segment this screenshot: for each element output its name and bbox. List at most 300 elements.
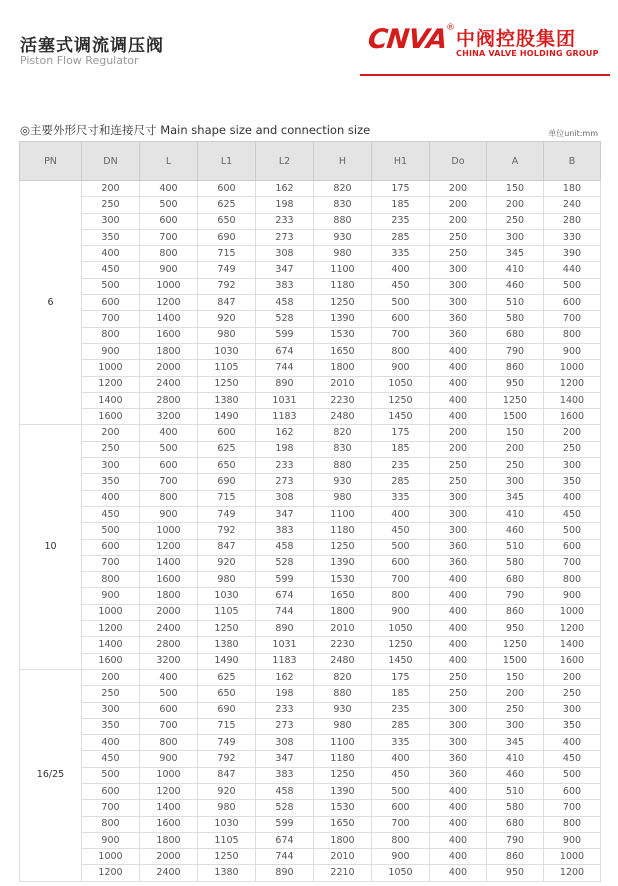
table-cell: 1650 [314, 816, 372, 832]
table-cell: 800 [140, 490, 198, 506]
table-cell: 308 [256, 490, 314, 506]
table-cell: 300 [430, 278, 487, 294]
table-cell: 580 [487, 555, 544, 571]
table-cell: 175 [372, 181, 430, 197]
table-cell: 440 [544, 262, 601, 278]
table-cell: 300 [430, 295, 487, 311]
table-cell: 250 [487, 458, 544, 474]
table-cell: 900 [82, 832, 140, 848]
table-row [20, 181, 601, 197]
table-cell: 1200 [544, 865, 601, 881]
table-cell: 250 [544, 441, 601, 457]
column-header: H1 [372, 142, 430, 181]
table-cell: 2480 [314, 409, 372, 425]
table-cell: 744 [256, 849, 314, 865]
section-title: ◎主要外形尺寸和连接尺寸 Main shape size and connection size [20, 123, 371, 137]
table-cell: 1530 [314, 327, 372, 343]
table-cell: 510 [487, 539, 544, 555]
table-cell: 400 [430, 783, 487, 799]
table-cell: 599 [256, 816, 314, 832]
table-cell: 450 [544, 751, 601, 767]
table-cell: 350 [82, 474, 140, 490]
table-row [20, 865, 601, 881]
table-cell: 1250 [487, 637, 544, 653]
table-cell: 1200 [140, 539, 198, 555]
table-cell: 273 [256, 718, 314, 734]
table-cell: 450 [372, 767, 430, 783]
table-cell: 715 [198, 490, 256, 506]
table-cell: 2010 [314, 849, 372, 865]
table-cell: 1050 [372, 865, 430, 881]
table-cell: 200 [430, 425, 487, 441]
table-cell: 700 [82, 555, 140, 571]
table-cell: 1250 [314, 767, 372, 783]
table-cell: 950 [487, 376, 544, 392]
table-cell: 500 [544, 523, 601, 539]
column-header: H [314, 142, 372, 181]
table-cell: 360 [430, 751, 487, 767]
table-cell: 700 [140, 229, 198, 245]
table-row [20, 197, 601, 213]
table-row [20, 718, 601, 734]
table-cell: 235 [372, 458, 430, 474]
table-cell: 400 [544, 735, 601, 751]
table-cell: 800 [140, 735, 198, 751]
table-cell: 500 [140, 197, 198, 213]
page-subtitle: Piston Flow Regulator [20, 54, 139, 67]
table-cell: 1000 [140, 523, 198, 539]
table-cell: 250 [430, 246, 487, 262]
table-cell: 1650 [314, 343, 372, 359]
table-cell: 1400 [544, 637, 601, 653]
table-cell: 200 [82, 425, 140, 441]
table-cell: 600 [372, 800, 430, 816]
table-cell: 2800 [140, 392, 198, 408]
table-cell: 700 [82, 311, 140, 327]
table-cell: 300 [487, 474, 544, 490]
table-cell: 1105 [198, 604, 256, 620]
table-cell: 360 [430, 311, 487, 327]
table-header-row [20, 142, 601, 181]
table-cell: 1000 [82, 360, 140, 376]
table-cell: 1530 [314, 800, 372, 816]
table-cell: 300 [430, 506, 487, 522]
table-cell: 233 [256, 458, 314, 474]
table-cell: 600 [544, 295, 601, 311]
table-cell: 300 [487, 718, 544, 734]
unit-label: 单位unit:mm [548, 129, 598, 138]
table-cell: 1180 [314, 751, 372, 767]
table-cell: 900 [82, 343, 140, 359]
table-cell: 700 [372, 327, 430, 343]
table-cell: 830 [314, 441, 372, 457]
table-cell: 360 [430, 767, 487, 783]
table-cell: 1000 [82, 849, 140, 865]
table-cell: 1200 [544, 376, 601, 392]
table-cell: 900 [372, 604, 430, 620]
table-cell: 800 [82, 816, 140, 832]
table-row [20, 262, 601, 278]
table-cell: 300 [430, 702, 487, 718]
table-cell: 2210 [314, 865, 372, 881]
table-cell: 700 [544, 311, 601, 327]
table-cell: 800 [372, 588, 430, 604]
table-cell: 400 [430, 572, 487, 588]
header-divider [360, 74, 610, 76]
table-cell: 1400 [140, 311, 198, 327]
column-header: Do [430, 142, 487, 181]
table-row [20, 490, 601, 506]
table-cell: 500 [372, 539, 430, 555]
table-cell: 820 [314, 425, 372, 441]
table-cell: 233 [256, 213, 314, 229]
table-cell: 625 [198, 441, 256, 457]
table-cell: 1400 [140, 555, 198, 571]
table-cell: 1800 [140, 588, 198, 604]
table-row [20, 409, 601, 425]
table-cell: 390 [544, 246, 601, 262]
table-cell: 715 [198, 246, 256, 262]
table-cell: 600 [140, 458, 198, 474]
table-cell: 1000 [82, 604, 140, 620]
column-header: PN [20, 142, 82, 181]
table-cell: 650 [198, 458, 256, 474]
table-cell: 460 [487, 523, 544, 539]
table-cell: 800 [372, 832, 430, 848]
table-cell: 200 [430, 441, 487, 457]
table-cell: 900 [372, 849, 430, 865]
table-cell: 860 [487, 360, 544, 376]
table-cell: 345 [487, 735, 544, 751]
table-row [20, 735, 601, 751]
table-cell: 1031 [256, 637, 314, 653]
table-cell: 200 [487, 686, 544, 702]
table-cell: 900 [140, 751, 198, 767]
table-cell: 180 [544, 181, 601, 197]
table-cell: 890 [256, 621, 314, 637]
table-row [20, 637, 601, 653]
table-cell: 285 [372, 474, 430, 490]
table-cell: 2000 [140, 849, 198, 865]
table-cell: 1000 [544, 360, 601, 376]
table-cell: 235 [372, 213, 430, 229]
table-cell: 1600 [140, 327, 198, 343]
table-cell: 600 [82, 295, 140, 311]
table-cell: 1400 [544, 392, 601, 408]
table-cell: 700 [140, 474, 198, 490]
table-cell: 1530 [314, 572, 372, 588]
table-cell: 700 [372, 572, 430, 588]
table-cell: 3200 [140, 653, 198, 669]
table-row [20, 343, 601, 359]
table-cell: 980 [198, 800, 256, 816]
table-cell: 1490 [198, 653, 256, 669]
table-cell: 1100 [314, 506, 372, 522]
table-cell: 2480 [314, 653, 372, 669]
table-cell: 185 [372, 686, 430, 702]
table-cell: 930 [314, 229, 372, 245]
table-cell: 285 [372, 229, 430, 245]
table-cell: 175 [372, 669, 430, 685]
table-cell: 400 [82, 246, 140, 262]
table-cell: 860 [487, 604, 544, 620]
table-cell: 1800 [140, 343, 198, 359]
table-row [20, 392, 601, 408]
logo-company-name-cn: 中阀控股集团 [456, 28, 577, 50]
table-cell: 1180 [314, 523, 372, 539]
table-cell: 1200 [82, 621, 140, 637]
table-cell: 150 [487, 425, 544, 441]
table-row [20, 588, 601, 604]
table-cell: 500 [372, 783, 430, 799]
table-cell: 1600 [82, 653, 140, 669]
table-row [20, 783, 601, 799]
table-cell: 198 [256, 197, 314, 213]
table-cell: 900 [140, 262, 198, 278]
table-cell: 1800 [140, 832, 198, 848]
table-cell: 800 [82, 572, 140, 588]
table-cell: 1250 [198, 376, 256, 392]
table-cell: 600 [82, 539, 140, 555]
table-cell: 400 [430, 637, 487, 653]
table-cell: 3200 [140, 409, 198, 425]
table-cell: 335 [372, 735, 430, 751]
table-row [20, 474, 601, 490]
table-cell: 800 [544, 816, 601, 832]
table-cell: 335 [372, 490, 430, 506]
table-cell: 700 [544, 555, 601, 571]
table-cell: 162 [256, 425, 314, 441]
table-cell: 200 [82, 181, 140, 197]
table-cell: 400 [430, 865, 487, 881]
table-cell: 528 [256, 555, 314, 571]
table-row [20, 246, 601, 262]
table-cell: 500 [372, 295, 430, 311]
table-cell: 930 [314, 702, 372, 718]
table-cell: 500 [544, 767, 601, 783]
table-cell: 500 [140, 441, 198, 457]
table-cell: 1000 [544, 849, 601, 865]
table-cell: 625 [198, 197, 256, 213]
table-cell: 1000 [544, 604, 601, 620]
table-cell: 460 [487, 278, 544, 294]
table-cell: 1200 [82, 376, 140, 392]
table-cell: 300 [430, 735, 487, 751]
table-row [20, 278, 601, 294]
table-cell: 235 [372, 702, 430, 718]
table-cell: 500 [140, 686, 198, 702]
table-row [20, 458, 601, 474]
table-cell: 800 [372, 343, 430, 359]
table-cell: 400 [430, 653, 487, 669]
table-cell: 890 [256, 376, 314, 392]
table-cell: 300 [430, 523, 487, 539]
table-cell: 790 [487, 588, 544, 604]
table-cell: 1200 [544, 621, 601, 637]
table-cell: 250 [82, 686, 140, 702]
table-cell: 400 [430, 621, 487, 637]
table-cell: 400 [430, 816, 487, 832]
table-cell: 250 [430, 669, 487, 685]
table-cell: 980 [198, 327, 256, 343]
table-cell: 600 [372, 555, 430, 571]
table-cell: 300 [82, 213, 140, 229]
table-cell: 1250 [487, 392, 544, 408]
table-cell: 1800 [314, 604, 372, 620]
table-cell: 744 [256, 604, 314, 620]
table-cell: 350 [544, 474, 601, 490]
table-cell: 250 [82, 197, 140, 213]
table-cell: 1200 [82, 865, 140, 881]
table-cell: 820 [314, 181, 372, 197]
table-row [20, 832, 601, 848]
table-cell: 600 [140, 702, 198, 718]
table-cell: 680 [487, 572, 544, 588]
table-cell: 185 [372, 441, 430, 457]
table-cell: 185 [372, 197, 430, 213]
table-cell: 1490 [198, 409, 256, 425]
table-cell: 1380 [198, 392, 256, 408]
table-cell: 1030 [198, 343, 256, 359]
table-row [20, 751, 601, 767]
table-row [20, 669, 601, 685]
table-cell: 400 [430, 588, 487, 604]
table-cell: 880 [314, 458, 372, 474]
table-cell: 285 [372, 718, 430, 734]
table-row [20, 425, 601, 441]
table-cell: 347 [256, 751, 314, 767]
table-cell: 599 [256, 327, 314, 343]
table-cell: 890 [256, 865, 314, 881]
table-cell: 233 [256, 702, 314, 718]
table-row [20, 849, 601, 865]
table-cell: 510 [487, 295, 544, 311]
table-cell: 350 [82, 718, 140, 734]
table-cell: 625 [198, 669, 256, 685]
table-cell: 400 [430, 392, 487, 408]
table-cell: 900 [544, 343, 601, 359]
table-cell: 458 [256, 295, 314, 311]
table-cell: 847 [198, 295, 256, 311]
table-cell: 400 [430, 343, 487, 359]
table-cell: 1600 [544, 653, 601, 669]
table-cell: 950 [487, 865, 544, 881]
table-cell: 400 [82, 490, 140, 506]
table-cell: 500 [82, 278, 140, 294]
table-cell: 1600 [140, 816, 198, 832]
table-cell: 792 [198, 523, 256, 539]
table-cell: 528 [256, 311, 314, 327]
table-cell: 345 [487, 246, 544, 262]
table-cell: 1200 [140, 783, 198, 799]
table-cell: 847 [198, 539, 256, 555]
table-cell: 273 [256, 474, 314, 490]
table-cell: 162 [256, 181, 314, 197]
table-cell: 650 [198, 213, 256, 229]
table-cell: 200 [487, 441, 544, 457]
table-cell: 400 [140, 425, 198, 441]
table-cell: 198 [256, 441, 314, 457]
table-cell: 150 [487, 181, 544, 197]
table-cell: 1650 [314, 588, 372, 604]
table-cell: 600 [82, 783, 140, 799]
table-cell: 450 [372, 523, 430, 539]
table-cell: 200 [487, 197, 544, 213]
table-cell: 749 [198, 735, 256, 751]
table-row [20, 621, 601, 637]
table-row [20, 702, 601, 718]
table-cell: 330 [544, 229, 601, 245]
table-cell: 400 [430, 832, 487, 848]
table-row [20, 816, 601, 832]
table-row [20, 653, 601, 669]
table-cell: 1800 [314, 832, 372, 848]
logo-company-name-en: CHINA VALVE HOLDING GROUP [456, 49, 599, 58]
table-cell: 240 [544, 197, 601, 213]
table-cell: 920 [198, 783, 256, 799]
table-body [20, 181, 601, 882]
table-cell: 1400 [140, 800, 198, 816]
table-cell: 790 [487, 832, 544, 848]
table-cell: 450 [372, 278, 430, 294]
table-cell: 744 [256, 360, 314, 376]
table-cell: 700 [140, 718, 198, 734]
table-cell: 2800 [140, 637, 198, 653]
table-cell: 175 [372, 425, 430, 441]
table-cell: 600 [372, 311, 430, 327]
table-cell: 600 [198, 181, 256, 197]
table-cell: 1250 [198, 621, 256, 637]
table-row [20, 295, 601, 311]
table-cell: 690 [198, 229, 256, 245]
table-cell: 1180 [314, 278, 372, 294]
table-cell: 749 [198, 506, 256, 522]
table-cell: 300 [544, 458, 601, 474]
table-cell: 600 [544, 783, 601, 799]
table-cell: 690 [198, 474, 256, 490]
table-cell: 450 [544, 506, 601, 522]
table-cell: 300 [430, 262, 487, 278]
table-row [20, 555, 601, 571]
table-cell: 300 [544, 702, 601, 718]
dimension-table [19, 141, 601, 882]
table-cell: 860 [487, 849, 544, 865]
table-cell: 410 [487, 506, 544, 522]
table-cell: 2000 [140, 604, 198, 620]
table-cell: 900 [82, 588, 140, 604]
table-cell: 360 [430, 327, 487, 343]
table-cell: 980 [198, 572, 256, 588]
table-cell: 250 [430, 474, 487, 490]
table-cell: 250 [487, 213, 544, 229]
table-row [20, 213, 601, 229]
table-cell: 792 [198, 278, 256, 294]
table-cell: 900 [372, 360, 430, 376]
table-cell: 250 [544, 686, 601, 702]
table-cell: 400 [430, 360, 487, 376]
table-cell: 749 [198, 262, 256, 278]
table-cell: 1450 [372, 653, 430, 669]
logo-mark: CNVA [366, 24, 449, 55]
table-cell: 680 [487, 816, 544, 832]
table-cell: 700 [372, 816, 430, 832]
table-cell: 880 [314, 213, 372, 229]
table-cell: 674 [256, 832, 314, 848]
table-cell: 1000 [140, 278, 198, 294]
table-cell: 792 [198, 751, 256, 767]
table-cell: 800 [544, 572, 601, 588]
table-cell: 800 [82, 327, 140, 343]
